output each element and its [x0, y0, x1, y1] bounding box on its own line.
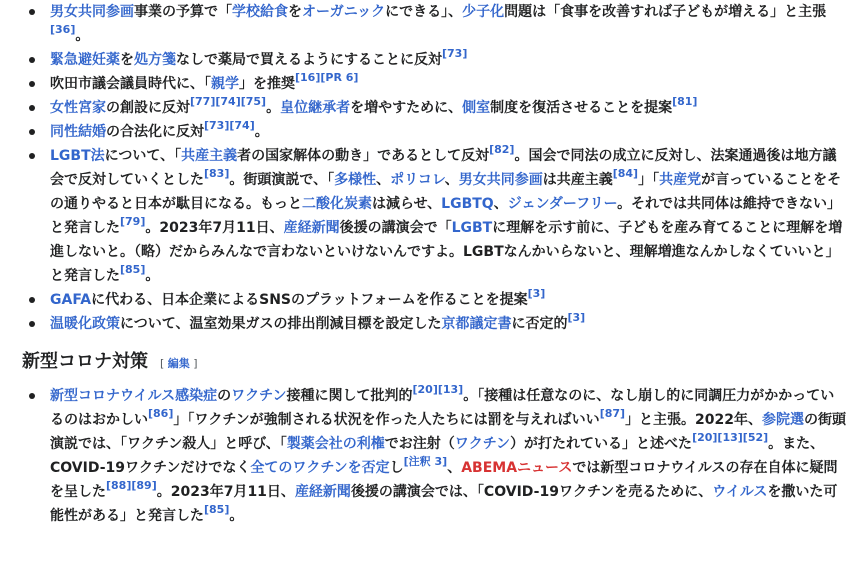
text-segment: 者の国家解体の動き」であるとして反対 — [237, 148, 490, 164]
text-segment: が言っていることをその通りやると日本が駄目になる。もっと — [50, 172, 842, 212]
wiki-link[interactable]: 親学 — [211, 76, 239, 92]
list-item — [50, 72, 847, 96]
wiki-link[interactable]: 京都議定書 — [441, 316, 512, 332]
wiki-link[interactable]: 処方箋 — [134, 52, 176, 68]
wiki-link[interactable]: 新型コロナウイルス感染症 — [50, 388, 218, 404]
citation-link[interactable]: [79] — [120, 215, 146, 228]
bullet-icon — [29, 129, 35, 135]
wiki-link[interactable]: LGBT — [451, 220, 493, 236]
wiki-link[interactable]: 共産党 — [659, 172, 702, 188]
wiki-link[interactable]: 製薬会社の利権 — [286, 436, 385, 452]
text-segment: に代わる、日本企業によるSNSのプラットフォームを作ることを提案 — [91, 292, 528, 308]
citation-link[interactable]: [36] — [50, 23, 76, 36]
list-item — [50, 0, 847, 48]
list-item — [50, 144, 847, 288]
list-item — [50, 288, 847, 312]
bullet-icon — [29, 321, 35, 327]
text-segment: ）が打たれている」と述べた — [510, 436, 693, 452]
text-segment: の — [217, 388, 232, 404]
citation-link[interactable]: [73] — [442, 47, 468, 60]
text-segment: でお注射（ — [384, 436, 455, 452]
text-segment: について、温室効果ガスの排出削減目標を設定した — [120, 316, 442, 332]
bullet-icon — [29, 297, 35, 303]
wiki-link[interactable]: ワクチン — [454, 436, 511, 452]
citation-link[interactable]: [86] — [148, 407, 174, 420]
text-segment: に否定的 — [511, 316, 568, 332]
list-item — [50, 312, 847, 336]
citation-link[interactable]: [81] — [672, 95, 698, 108]
text-segment: 。 — [229, 508, 244, 524]
citation-link[interactable]: [73][74] — [204, 119, 255, 132]
wiki-link[interactable]: 産経新聞 — [283, 220, 340, 236]
bullet-icon — [29, 9, 35, 15]
text-segment: に理解を示す前に、子どもを産み育てることに理解を増進しないと。（略）だからみんなで言わないといけないんですよ。LGBTなんかいらないと、理解増進なんかしなくていいと」と発言した — [50, 220, 843, 284]
wiki-link[interactable]: ジェンダーフリー — [507, 196, 618, 212]
wiki-link[interactable]: 二酸化炭素 — [302, 196, 372, 212]
text-segment: 」「 — [638, 172, 660, 188]
list-item — [50, 384, 847, 528]
text-segment: 後援の講演会で「 — [339, 220, 452, 236]
wiki-link[interactable]: GAFA — [50, 292, 92, 308]
text-segment: の合法化に反対 — [106, 124, 204, 140]
wiki-link[interactable]: 男女共同参画 — [50, 4, 134, 20]
text-segment: 。 — [75, 28, 90, 44]
wiki-link[interactable]: 女性宮家 — [50, 100, 106, 116]
text-segment: 。「接種は任意なのに、なし崩し的に同調圧力がかかっているのはおかしい — [50, 388, 835, 428]
covid-list — [22, 384, 847, 528]
wiki-link[interactable]: 緊急避妊薬 — [50, 52, 120, 68]
text-segment: し — [389, 460, 404, 476]
text-segment: 。街頭演説で、「 — [229, 172, 335, 188]
text-segment: 接種に関して批判的 — [286, 388, 413, 404]
citation-link[interactable]: [83] — [204, 167, 230, 180]
red-link[interactable]: ABEMAニュース — [461, 460, 573, 476]
citation-link[interactable]: [82] — [489, 143, 515, 156]
text-segment: では新型コロナウイルスの存在自体に疑問を呈した — [50, 460, 838, 500]
edit-bracket-close: ] — [189, 357, 198, 370]
policy-list — [22, 0, 847, 336]
edit-section — [160, 352, 198, 376]
bullet-icon — [29, 81, 35, 87]
wiki-link[interactable]: 男女共同参画 — [458, 172, 543, 188]
wiki-link[interactable]: ワクチン — [231, 388, 287, 404]
wiki-link[interactable]: ポリコレ — [390, 172, 445, 188]
text-segment: 事業の予算で「 — [134, 4, 232, 20]
text-segment: 」「ワクチンが強制される状況を作った人たちには罰を与えればいい — [173, 412, 600, 428]
text-segment: を増やすために、 — [350, 100, 463, 116]
list-item — [50, 120, 847, 144]
citation-link[interactable]: [16][PR 6] — [295, 71, 359, 84]
text-segment: 、 — [447, 460, 462, 476]
text-segment: 、 — [493, 196, 508, 212]
wiki-link[interactable]: 共産主義 — [181, 148, 238, 164]
text-segment: 。国会で同法の成立に反対し、法案通過後は地方議会で反対していくとした — [50, 148, 837, 188]
text-segment: 問題は「食事を改善すれば子どもが増える」と主張 — [504, 4, 827, 20]
text-segment: 」を推奨 — [239, 76, 295, 92]
citation-link[interactable]: [3] — [567, 311, 586, 324]
citation-link[interactable]: [84] — [612, 167, 639, 180]
citation-link[interactable]: [3] — [527, 287, 546, 300]
wiki-link[interactable]: 温暖化政策 — [50, 316, 120, 332]
text-segment: 。それでは共同体は維持できない」と発言した — [50, 196, 842, 236]
wiki-link[interactable]: 学校給食 — [232, 4, 288, 20]
bullet-icon — [29, 57, 35, 63]
wiki-link[interactable]: LGBT法 — [50, 148, 105, 164]
text-segment: を — [288, 4, 302, 20]
text-segment: 。2023年7月11日、 — [156, 484, 295, 500]
text-segment: を — [120, 52, 134, 68]
text-segment: にできる」、 — [385, 4, 463, 20]
text-segment: 。また、COVID-19ワクチンだけでなく — [50, 436, 825, 476]
bullet-icon — [29, 393, 35, 399]
text-segment: 」と主張。2022年、 — [625, 412, 763, 428]
text-segment: 、 — [444, 172, 459, 188]
text-segment: の創設に反対 — [106, 100, 190, 116]
edit-link[interactable]: 編集 — [167, 357, 190, 370]
text-segment: 。 — [266, 100, 281, 116]
list-item — [50, 48, 847, 72]
section-heading-row — [22, 350, 847, 376]
text-segment: 。 — [145, 268, 160, 284]
wiki-link[interactable]: 側室 — [462, 100, 491, 116]
wiki-link[interactable]: オーガニック — [302, 4, 386, 20]
wiki-link[interactable]: 多様性 — [334, 172, 377, 188]
text-segment: を撒いた可能性がある」と発言した — [50, 484, 838, 524]
edit-bracket-open: [ — [160, 357, 168, 370]
citation-link[interactable]: [85] — [204, 503, 230, 516]
wiki-link[interactable]: 同性結婚 — [50, 124, 106, 140]
citation-link[interactable]: [85] — [120, 263, 146, 276]
text-segment: は共産主義 — [542, 172, 613, 188]
section-heading: 新型コロナ対策 — [22, 351, 148, 372]
wiki-link[interactable]: 参院選 — [762, 412, 805, 428]
citation-link[interactable]: [88][89] — [106, 479, 157, 492]
text-segment: 、 — [376, 172, 391, 188]
text-segment: 吹田市議会議員時代に、「 — [50, 76, 211, 92]
text-segment: 制度を復活させることを提案 — [490, 100, 673, 116]
text-segment: 。 — [254, 124, 269, 140]
text-segment: の街頭演説では、「ワクチン殺人」と呼び、「 — [50, 412, 847, 452]
text-segment: なしで薬局で買えるようにすることに反対 — [176, 52, 442, 68]
wiki-link[interactable]: 皇位継承者 — [280, 100, 351, 116]
wiki-link[interactable]: 全てのワクチンを否定 — [250, 460, 390, 476]
wiki-link[interactable]: 少子化 — [462, 4, 505, 20]
bullet-icon — [29, 153, 35, 159]
citation-link[interactable]: [20][13] — [412, 383, 464, 396]
citation-link[interactable]: [注釈 3] — [403, 455, 448, 468]
citation-link[interactable]: [20][13][52] — [692, 431, 769, 444]
text-segment: 。2023年7月11日、 — [145, 220, 284, 236]
wiki-link[interactable]: LGBTQ — [441, 196, 494, 212]
text-segment: 後援の講演会では、「COVID-19ワクチンを売るために、 — [350, 484, 713, 500]
text-segment: について、「 — [104, 148, 182, 164]
citation-link[interactable]: [87] — [599, 407, 626, 420]
wiki-link[interactable]: 産経新聞 — [294, 484, 351, 500]
list-item — [50, 96, 847, 120]
text-segment: は減らせ、 — [372, 196, 442, 212]
bullet-icon — [29, 105, 35, 111]
citation-link[interactable]: [77][74][75] — [190, 95, 267, 108]
wiki-link[interactable]: ウイルス — [712, 484, 768, 500]
